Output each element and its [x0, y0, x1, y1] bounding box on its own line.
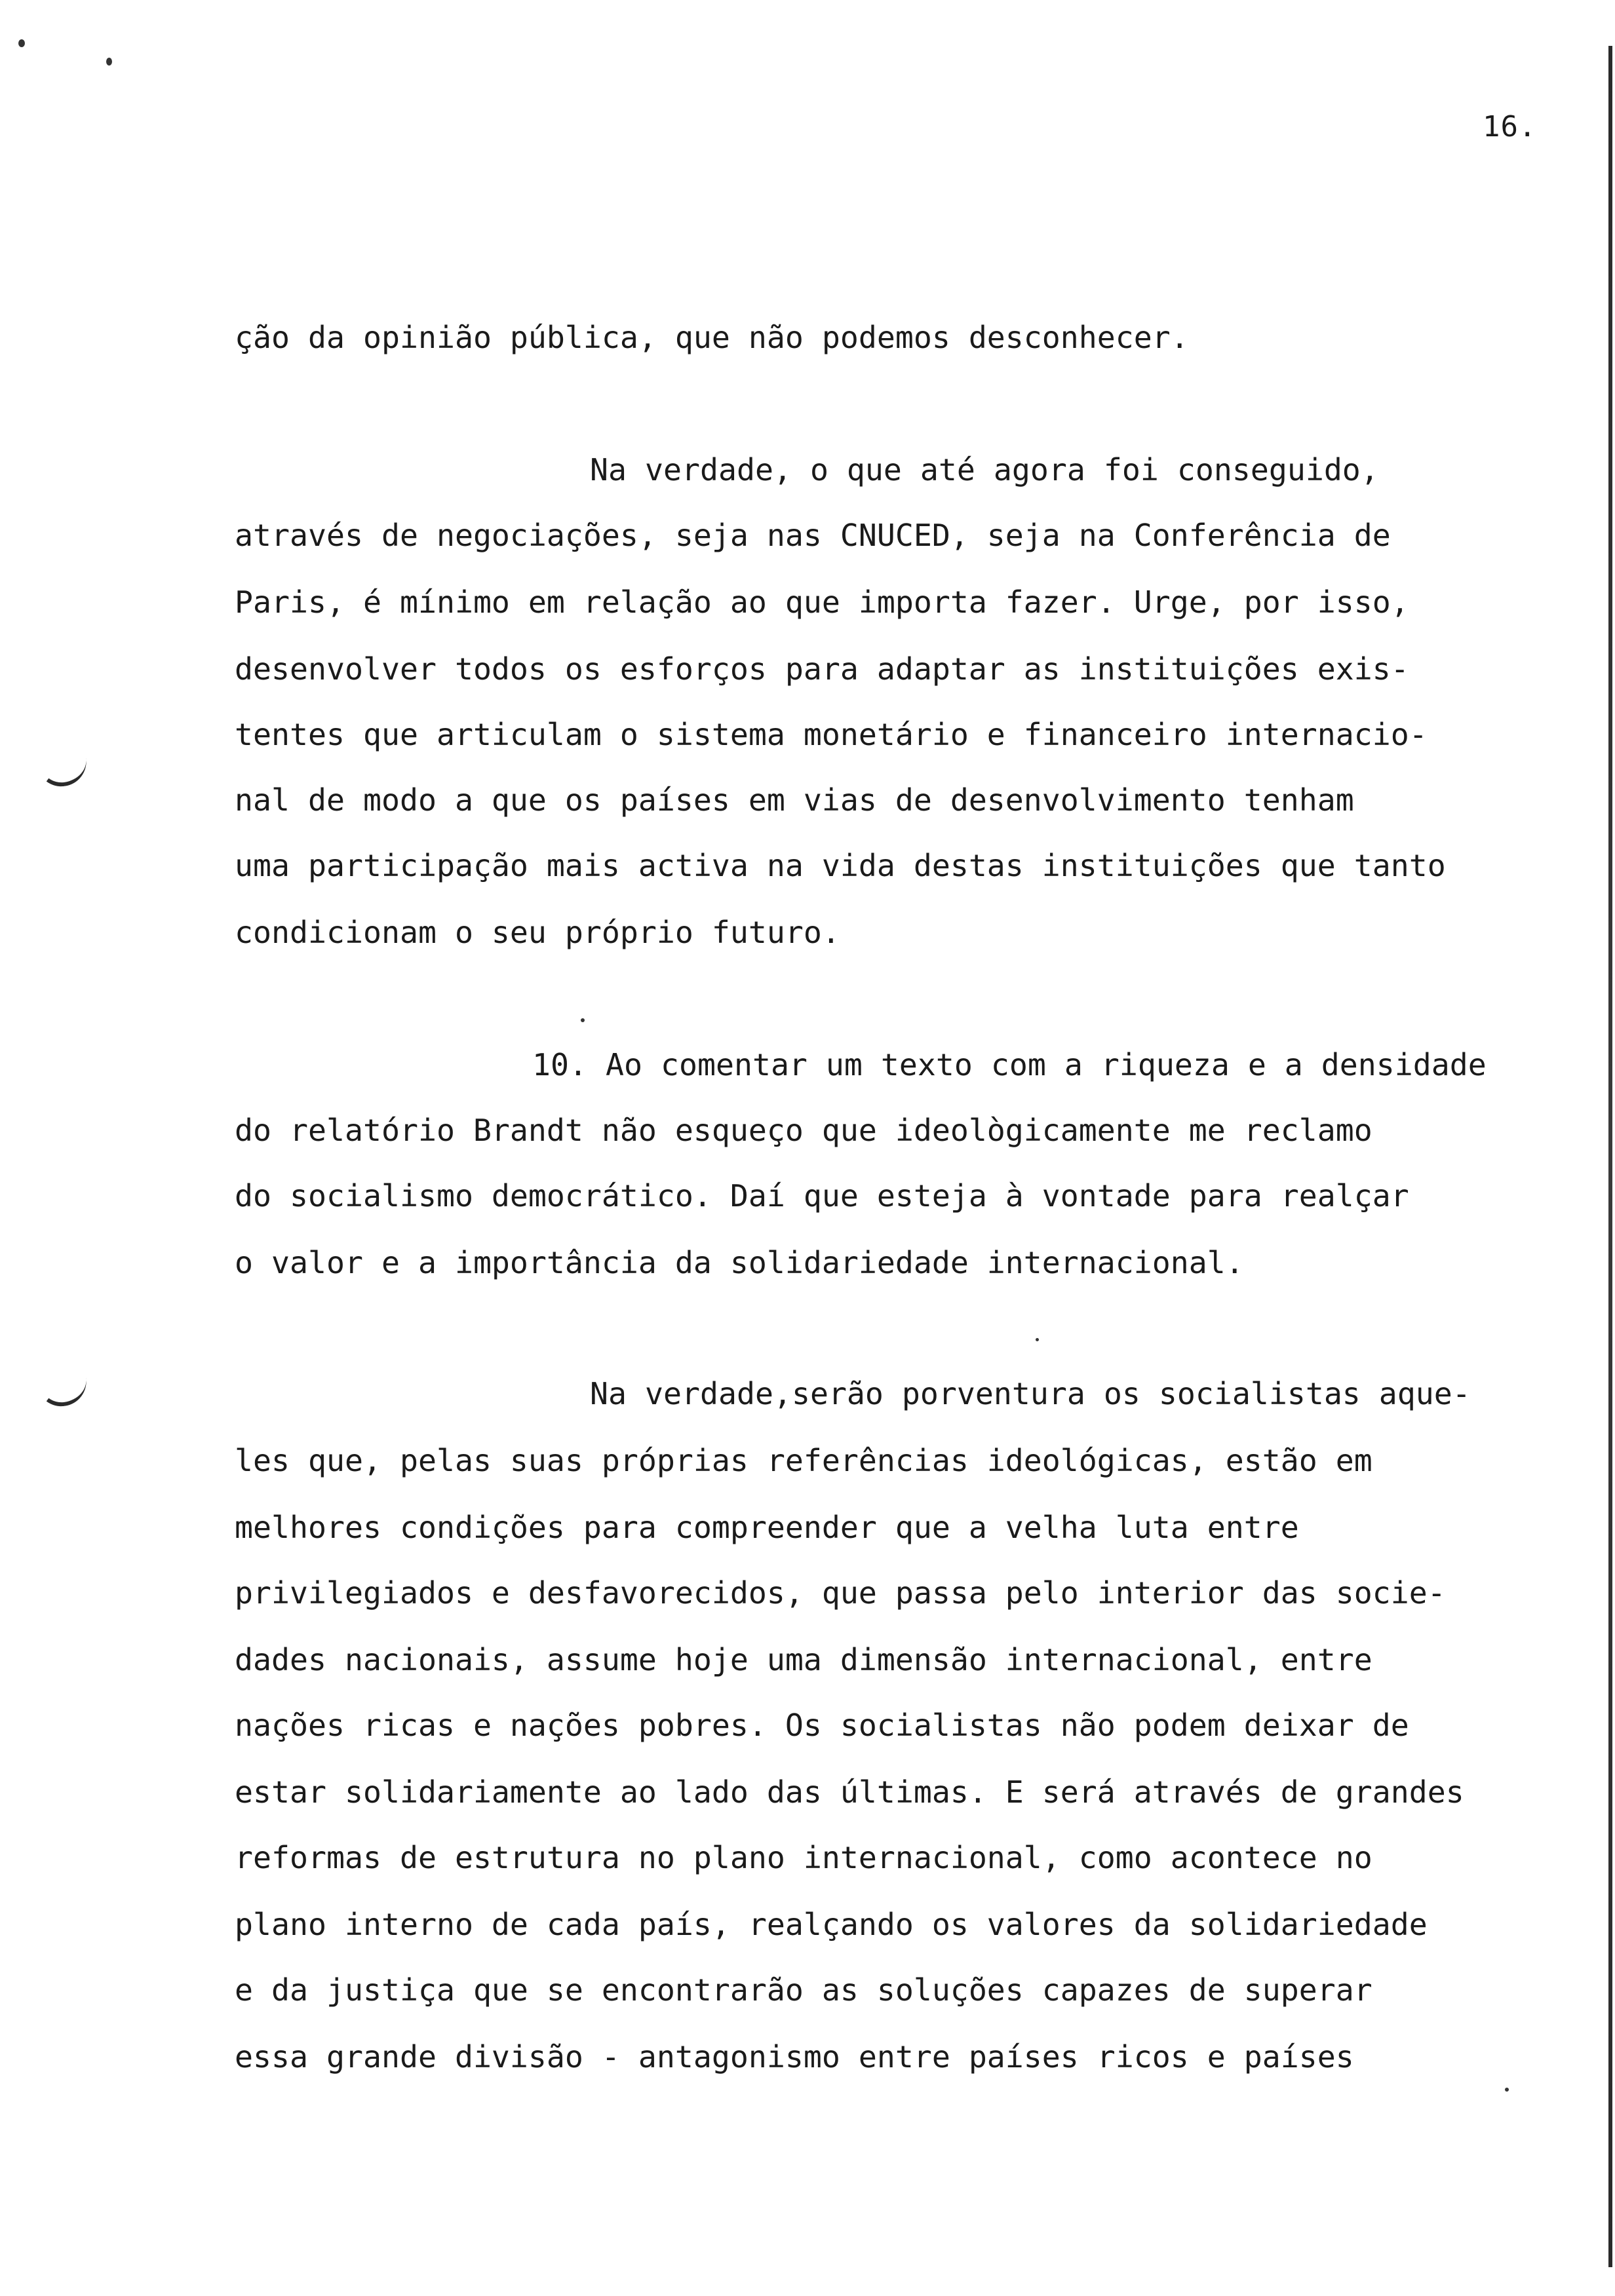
text-line: reformas de estrutura no plano internacional, como acontece no [235, 1840, 1372, 1875]
text-line: nações ricas e nações pobres. Os socialistas não podem deixar de [235, 1708, 1409, 1743]
scan-speck [106, 58, 112, 66]
text-line: tentes que articulam o sistema monetário e financeiro internacio- [235, 717, 1428, 752]
page-number: 16. [1483, 110, 1537, 144]
text-line: nal de modo a que os países em vias de desenvolvimento tenham [235, 782, 1354, 818]
scan-speck [1505, 2088, 1509, 2092]
text-line: melhores condições para compreender que a velha luta entre [235, 1510, 1299, 1545]
text-line: les que, pelas suas próprias referências ideológicas, estão em [235, 1443, 1372, 1478]
text-line: Na verdade, o que até agora foi conseguido, [590, 452, 1379, 488]
text-line: uma participação mais activa na vida destas instituições que tanto [235, 848, 1446, 883]
text-line: ção da opinião pública, que não podemos desconhecer. [235, 320, 1189, 355]
margin-check-mark [36, 1375, 89, 1409]
text-line: Na verdade,serão porventura os socialistas aque- [590, 1376, 1471, 1411]
text-line: essa grande divisão - antagonismo entre países ricos e países [235, 2039, 1354, 2075]
scan-edge-rule [1608, 46, 1612, 2267]
text-line: e da justiça que se encontrarão as soluções capazes de superar [235, 1972, 1372, 2008]
text-line: 10. Ao comentar um texto com a riqueza e a densidade [532, 1047, 1487, 1082]
margin-check-mark [36, 756, 89, 790]
text-line: privilegiados e desfavorecidos, que passa pelo interior das socie- [235, 1575, 1446, 1611]
text-line: Paris, é mínimo em relação ao que importa fazer. Urge, por isso, [235, 584, 1409, 620]
text-line: através de negociações, seja nas CNUCED, seja na Conferência de [235, 518, 1391, 553]
text-line: do socialismo democrático. Daí que esteja à vontade para realçar [235, 1178, 1409, 1214]
text-line: desenvolver todos os esforços para adaptar as instituições exis- [235, 651, 1409, 687]
text-line: condicionam o seu próprio futuro. [235, 915, 840, 950]
text-line: plano interno de cada país, realçando os valores da solidariedade [235, 1907, 1428, 1942]
text-line: dades nacionais, assume hoje uma dimensão internacional, entre [235, 1642, 1372, 1677]
text-line: o valor e a importância da solidariedade internacional. [235, 1245, 1244, 1280]
scan-speck [581, 1018, 585, 1022]
scan-speck [18, 39, 25, 47]
text-line: estar solidariamente ao lado das últimas. E será através de grandes [235, 1774, 1464, 1810]
scan-speck [1036, 1338, 1039, 1341]
text-line: do relatório Brandt não esqueço que ideològicamente me reclamo [235, 1113, 1372, 1148]
